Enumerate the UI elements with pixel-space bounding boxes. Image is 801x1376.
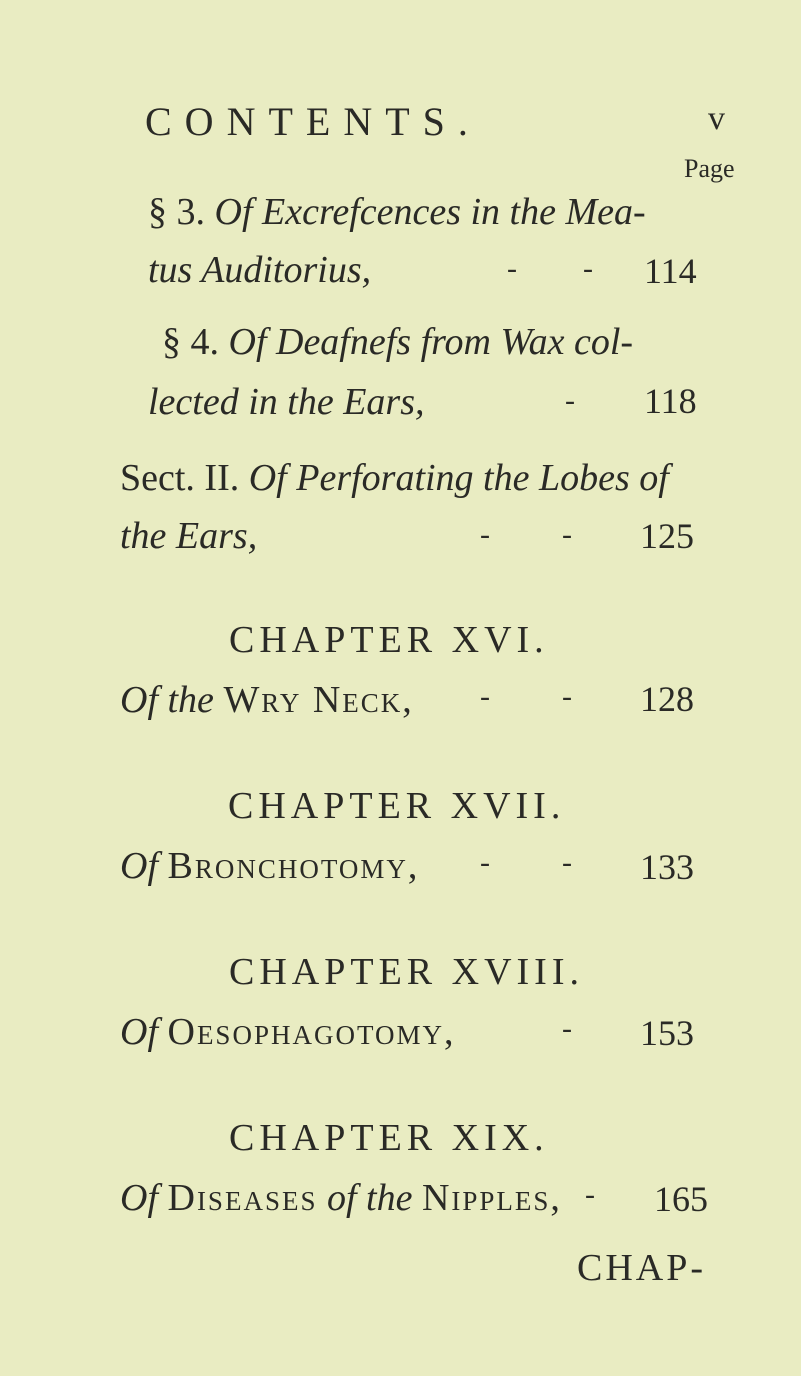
entry-prefix: Of [120, 1177, 158, 1219]
chapter-entry [120, 678, 414, 722]
page-column-label: Page [684, 154, 735, 183]
entry-section-3-line-2: tus Auditorius, [148, 249, 372, 291]
leader-dash: - [562, 680, 572, 713]
entry-section-4-line-1 [162, 320, 633, 364]
entry-title-continued: Nipples, [421, 1177, 562, 1219]
entry-section-4-line-2: lected in the Ears, [148, 381, 425, 423]
entry-connector: of the [326, 1177, 413, 1219]
section-mark: Sect. II. [120, 457, 240, 499]
leader-dash: - [507, 252, 517, 285]
chapter-heading: CHAPTER XVII. [228, 785, 566, 827]
page-number: 125 [640, 516, 694, 556]
entry-sect-2-line-1 [120, 456, 669, 500]
entry-title: Wry Neck, [223, 679, 414, 721]
chapter-heading: CHAPTER XVI. [229, 619, 549, 661]
chapter-entry [120, 1010, 455, 1054]
section-mark: § 4. [162, 321, 219, 363]
leader-dash: - [562, 518, 572, 551]
chapter-entry [120, 1176, 562, 1220]
leader-dash: - [583, 252, 593, 285]
page-number: 118 [644, 381, 697, 421]
entry-title: Oesophagotomy, [167, 1011, 456, 1053]
entry-section-3-line-1 [148, 190, 646, 234]
catchword: CHAP- [577, 1247, 707, 1289]
leader-dash: - [480, 846, 490, 879]
entry-title: Of Deafnefs from Wax col- [228, 321, 634, 363]
page-numeral: v [708, 100, 725, 137]
entry-title: Bronchotomy, [167, 845, 420, 887]
entry-prefix: Of [120, 1011, 158, 1053]
leader-dash: - [565, 384, 575, 417]
page-number: 128 [640, 679, 694, 719]
entry-prefix: Of the [120, 679, 214, 721]
page-number: 165 [654, 1179, 708, 1219]
chapter-entry [120, 844, 419, 888]
leader-dash: - [585, 1178, 595, 1211]
chapter-heading: CHAPTER XVIII. [229, 951, 584, 993]
leader-dash: - [480, 680, 490, 713]
page-number: 133 [640, 847, 694, 887]
running-header-title: CONTENTS. [145, 99, 481, 144]
entry-title: Diseases [167, 1177, 318, 1219]
chapter-heading: CHAPTER XIX. [229, 1117, 549, 1159]
leader-dash: - [562, 1012, 572, 1045]
entry-title: Of Excrefcences in the Mea- [214, 191, 646, 233]
entry-title: Of Perforating the Lobes of [248, 457, 669, 499]
page-number: 153 [640, 1013, 694, 1053]
entry-prefix: Of [120, 845, 158, 887]
entry-sect-2-line-2: the Ears, [120, 515, 258, 557]
page-number: 114 [644, 251, 697, 291]
section-mark: § 3. [148, 191, 205, 233]
leader-dash: - [562, 846, 572, 879]
leader-dash: - [480, 518, 490, 551]
